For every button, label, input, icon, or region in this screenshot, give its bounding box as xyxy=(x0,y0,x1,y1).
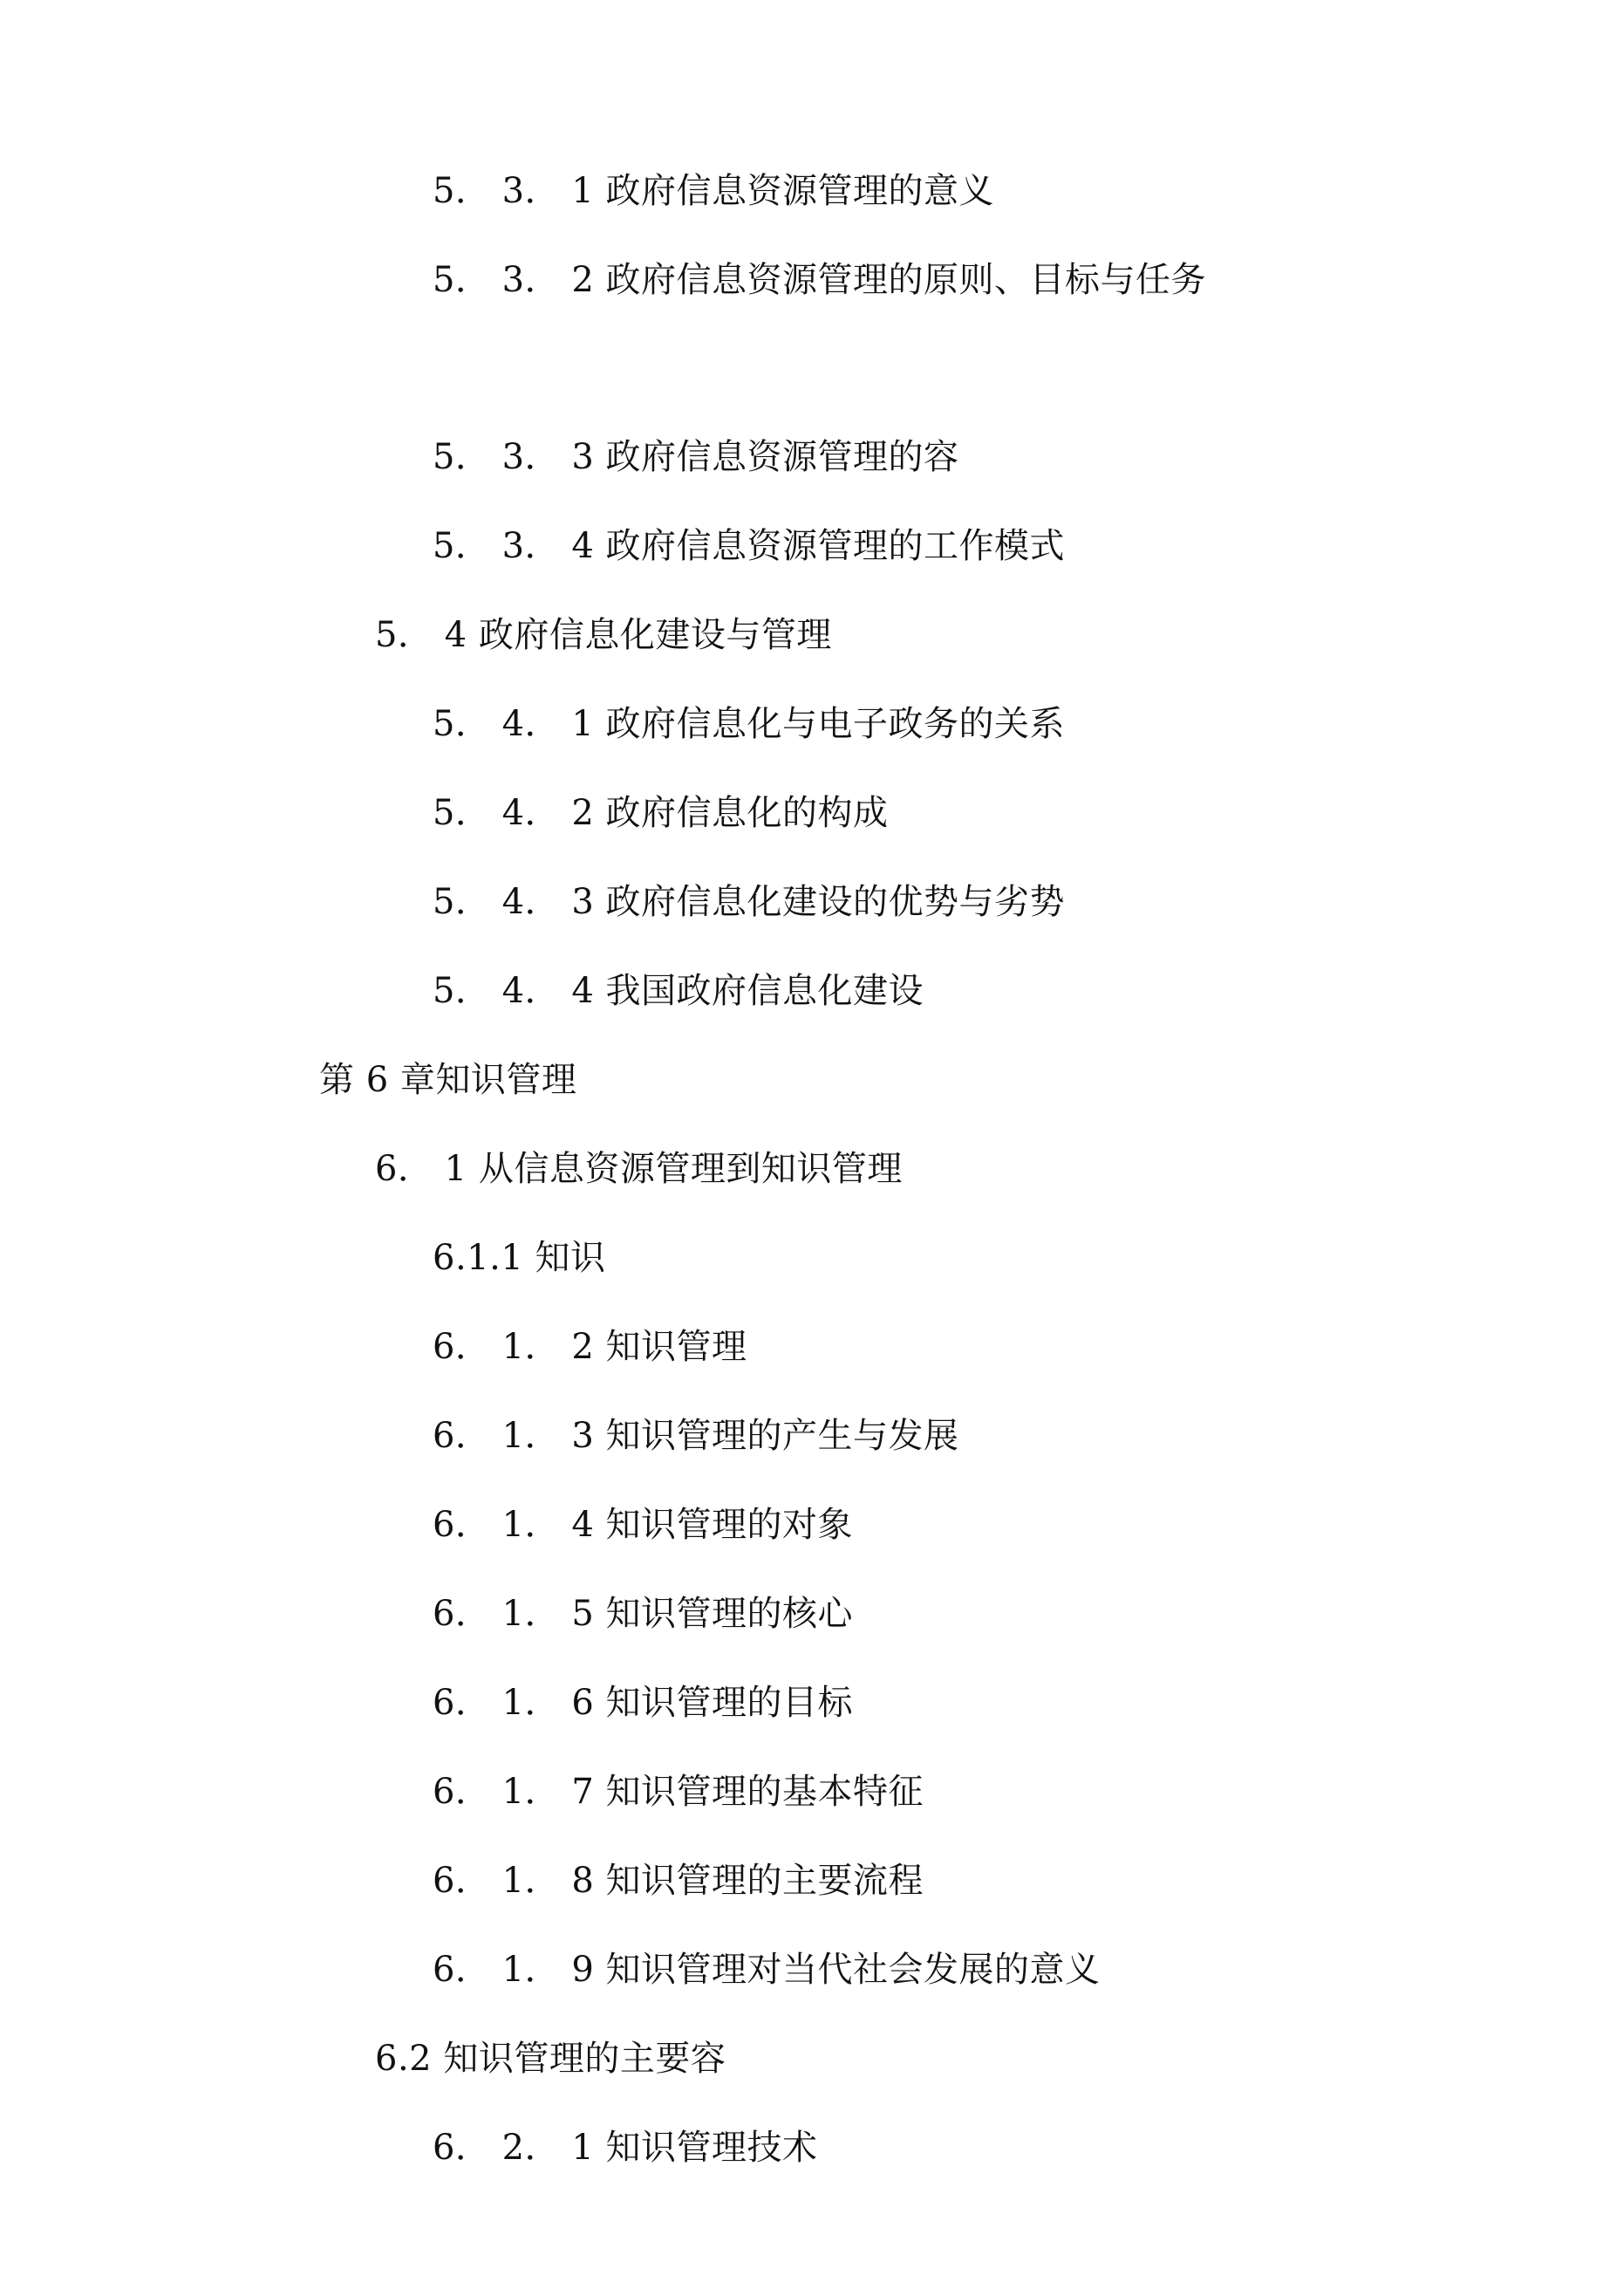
toc-entry-6-1-6: 6． 1． 6 知识管理的目标 xyxy=(433,1683,853,1723)
toc-entry-5-4-2: 5． 4． 2 政府信息化的构成 xyxy=(433,793,889,833)
toc-entry-6-2: 6.2 知识管理的主要容 xyxy=(375,2039,726,2079)
toc-entry-5-4: 5． 4 政府信息化建设与管理 xyxy=(375,615,832,655)
toc-entry-5-3-1: 5． 3． 1 政府信息资源管理的意义 xyxy=(433,171,994,211)
toc-chapter-6: 第 6 章知识管理 xyxy=(319,1060,577,1100)
toc-entry-6-1-4: 6． 1． 4 知识管理的对象 xyxy=(433,1505,853,1545)
toc-entry-5-3-4: 5． 3． 4 政府信息资源管理的工作模式 xyxy=(433,526,1065,566)
toc-entry-6-1-7: 6． 1． 7 知识管理的基本特征 xyxy=(433,1772,924,1812)
toc-entry-5-4-1: 5． 4． 1 政府信息化与电子政务的关系 xyxy=(433,704,1065,744)
toc-entry-6-1-3: 6． 1． 3 知识管理的产生与发展 xyxy=(433,1416,959,1456)
toc-entry-5-3-3: 5． 3． 3 政府信息资源管理的容 xyxy=(433,437,959,477)
toc-entry-5-4-4: 5． 4． 4 我国政府信息化建设 xyxy=(433,971,924,1011)
toc-entry-6-1-5: 6． 1． 5 知识管理的核心 xyxy=(433,1594,853,1634)
toc-entry-6-1: 6． 1 从信息资源管理到知识管理 xyxy=(375,1149,903,1189)
toc-entry-5-4-3: 5． 4． 3 政府信息化建设的优势与劣势 xyxy=(433,882,1065,922)
toc-entry-6-1-1: 6.1.1 知识 xyxy=(433,1238,606,1278)
toc-entry-6-2-1: 6． 2． 1 知识管理技术 xyxy=(433,2128,818,2168)
toc-entry-6-1-2: 6． 1． 2 知识管理 xyxy=(433,1327,747,1367)
toc-entry-6-1-9: 6． 1． 9 知识管理对当代社会发展的意义 xyxy=(433,1950,1101,1990)
toc-entry-5-3-2: 5． 3． 2 政府信息资源管理的原则、目标与任务 xyxy=(433,260,1206,300)
toc-entry-6-1-8: 6． 1． 8 知识管理的主要流程 xyxy=(433,1861,924,1901)
